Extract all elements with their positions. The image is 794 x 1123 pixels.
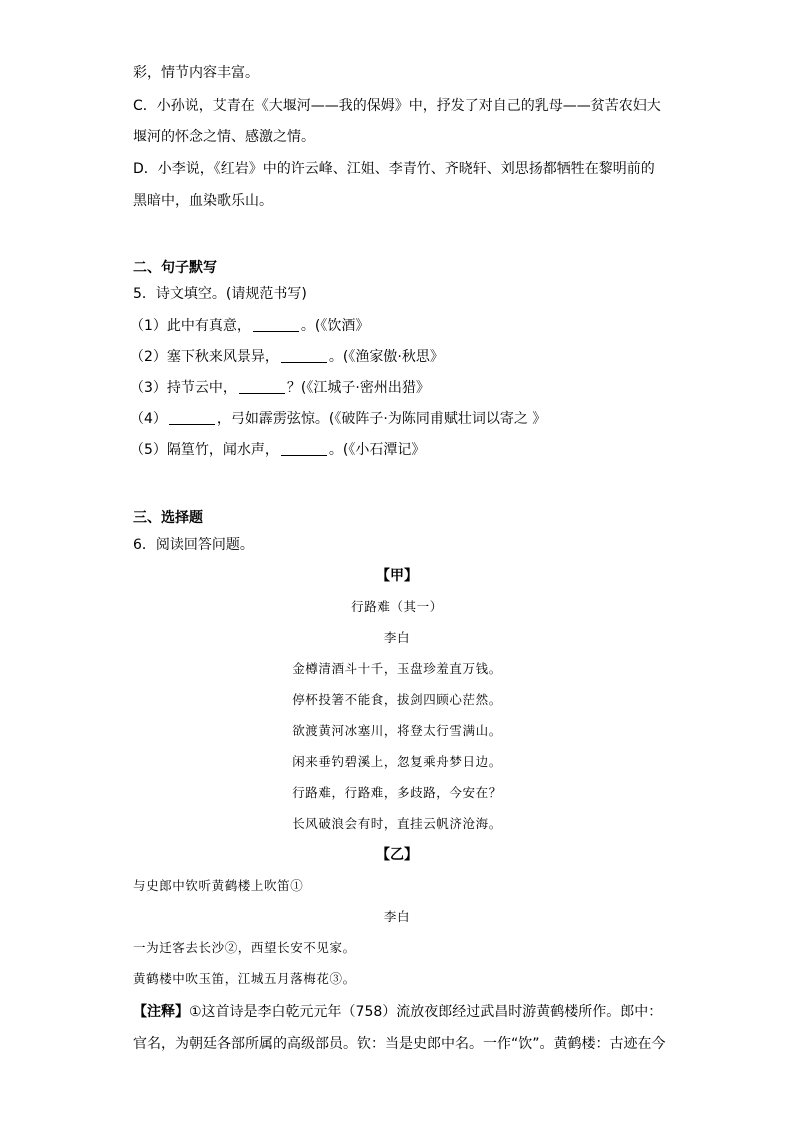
section-heading-choice: 三、选择题 xyxy=(133,510,203,526)
fill-item-4 xyxy=(130,409,546,429)
poem-jia-line: 欲渡黄河冰塞川，将登太行雪满山。 xyxy=(292,723,502,738)
fill-blank-5[interactable] xyxy=(281,441,327,456)
fill-item-3 xyxy=(130,378,430,398)
fill-item-1-post: 。(《饮酒》 xyxy=(300,318,370,334)
option-d-line1: D．小李说，《红岩》中的许云峰、江姐、李青竹、齐晓轩、刘思扬都牺牲在黎明前的 xyxy=(133,161,655,177)
note-line2: 官名，为朝廷各部所属的高级部员。钦：当是史郎中名。一作“饮”。黄鹤楼：古迹在今 xyxy=(133,1036,666,1052)
poem-jia-line: 停杯投箸不能食，拔剑四顾心茫然。 xyxy=(292,692,502,707)
fill-item-5-pre: （5）隔篁竹，闻水声， xyxy=(130,442,279,458)
poem-yi-marker: 【乙】 xyxy=(376,847,418,863)
note-label: 【注释】 xyxy=(133,1004,189,1020)
option-c-line1: C．小孙说，艾青在《大堰河——我的保姆》中，抒发了对自己的乳母——贫苦农妇大 xyxy=(133,98,661,114)
note-line1 xyxy=(133,1002,662,1022)
fill-item-2-pre: （2）塞下秋来风景异， xyxy=(130,349,279,365)
fill-item-4-post: ，弓如霹雳弦惊。(《破阵子·为陈同甫赋壮词以寄之 》 xyxy=(216,411,547,427)
question-5-stem: 5．诗文填空。(请规范书写) xyxy=(133,286,307,302)
fill-item-1-pre: （1）此中有真意， xyxy=(130,318,251,334)
fill-item-2 xyxy=(130,347,444,367)
poem-jia-line: 闲来垂钓碧溪上，忽复乘舟梦日边。 xyxy=(292,754,502,769)
fill-blank-1[interactable] xyxy=(253,317,299,332)
fill-item-5 xyxy=(130,440,425,460)
poem-jia-line: 金樽清酒斗十千，玉盘珍羞直万钱。 xyxy=(292,661,502,676)
poem-jia-marker: 【甲】 xyxy=(376,568,418,584)
poem-jia-line: 长风破浪会有时，直挂云帆济沧海。 xyxy=(292,816,502,831)
fill-blank-3[interactable] xyxy=(239,379,285,394)
poem-jia-title: 行路难（其一） xyxy=(351,599,443,614)
fill-item-2-post: 。(《渔家傲·秋思》 xyxy=(328,349,444,365)
fill-item-5-post: 。(《小石潭记》 xyxy=(328,442,426,458)
fill-item-3-post: ？(《江城子·密州出猎》 xyxy=(286,380,430,396)
option-b-continuation: 彩，情节内容丰富。 xyxy=(133,65,259,81)
poem-yi-author: 李白 xyxy=(383,909,411,924)
fill-item-1 xyxy=(130,316,369,336)
option-d-line2: 黑暗中，血染歌乐山。 xyxy=(133,193,273,209)
fill-blank-2[interactable] xyxy=(281,348,327,363)
poem-yi-line: 一为迁客去长沙②，西望长安不见家。 xyxy=(133,940,356,955)
section-heading-recitation: 二、句子默写 xyxy=(133,260,217,276)
poem-jia-author: 李白 xyxy=(383,630,411,645)
poem-yi-title: 与史郎中钦听黄鹤楼上吹笛① xyxy=(133,878,304,893)
fill-blank-4[interactable] xyxy=(169,410,215,425)
poem-jia-line: 行路难，行路难，多歧路，今安在？ xyxy=(292,785,502,800)
fill-item-4-pre: （4） xyxy=(130,411,167,427)
note-text-1: ①这首诗是李白乾元元年（758）流放夜郎经过武昌时游黄鹤楼所作。郎中： xyxy=(189,1004,663,1020)
poem-yi-line: 黄鹤楼中吹玉笛，江城五月落梅花③。 xyxy=(133,971,356,986)
fill-item-3-pre: （3）持节云中， xyxy=(130,380,237,396)
option-c-line2: 堰河的怀念之情、感激之情。 xyxy=(133,129,315,145)
question-6-stem: 6．阅读回答问题。 xyxy=(133,537,254,553)
